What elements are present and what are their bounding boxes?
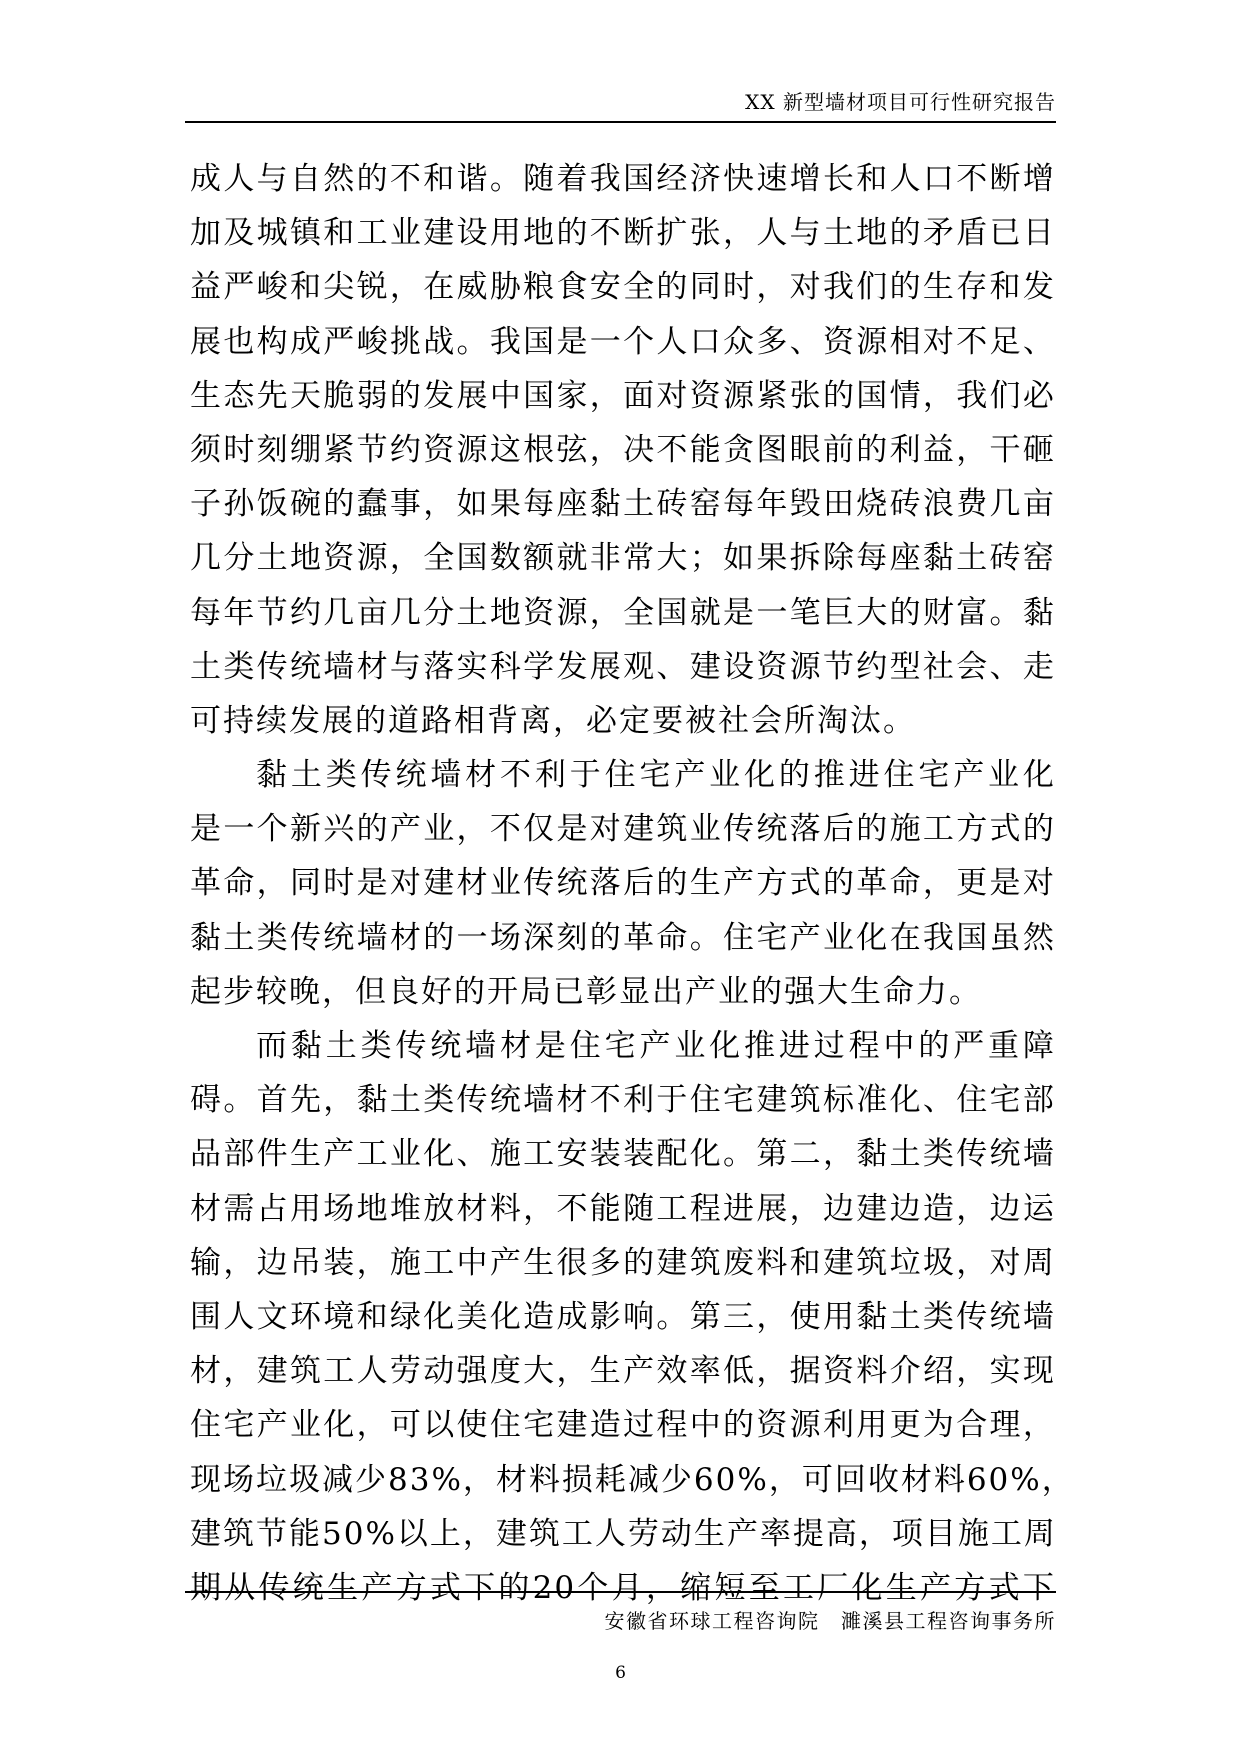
text-line: 可持续发展的道路相背离，必定要被社会所淘汰。 [190, 702, 916, 739]
text-line: 几 分 土 地 资 源 ， 全 国 数 额 就 非 常 大 ； 如 果 拆 除 每 座 黏 土 砖 窑 [190, 540, 1056, 577]
footer-divider [185, 1591, 1056, 1593]
text-line: 每 年 节 约 几 亩 几 分 土 地 资 源 ， 全 国 就 是 一 笔 巨 大 的 财 富 。 黏 [190, 594, 1056, 631]
text-line: 加 及 城 镇 和 工 业 建 设 用 地 的 不 断 扩 张 ， 人 与 土 地 的 矛 盾 已 日 [190, 215, 1056, 252]
text-line: 黏 土 类 传 统 墙 材 不 利 于 住 宅 产 业 化 的 推 进 住 宅 产 业 化 [256, 757, 1056, 794]
text-line: 黏 土 类 传 统 墙 材 的 一 场 深 刻 的 革 命 。 住 宅 产 业 化 在 我 国 虽 然 [190, 919, 1056, 956]
footer-organizations: 安徽省环球工程咨询院 濉溪县工程咨询事务所 [604, 1609, 1056, 1633]
text-line: 成 人 与 自 然 的 不 和 谐 。 随 着 我 国 经 济 快 速 增 长 和 人 口 不 断 增 [190, 161, 1056, 197]
text-line: 而 黏 土 类 传 统 墙 材 是 住 宅 产 业 化 推 进 过 程 中 的 严 重 障 [256, 1028, 1056, 1064]
text-line: 品 部 件 生 产 工 业 化 、 施 工 安 装 装 配 化 。 第 二 ， 黏 土 类 传 统 墙 [190, 1136, 1056, 1173]
text-line: 住 宅 产 业 化 ， 可 以 使 住 宅 建 造 过 程 中 的 资 源 利 用 更 为 合 理 ， [190, 1407, 1056, 1444]
text-line: 须 时 刻 绷 紧 节 约 资 源 这 根 弦 ， 决 不 能 贪 图 眼 前 的 利 益 ， 干 砸 [190, 431, 1056, 468]
text-line: 输 ， 边 吊 装 ， 施 工 中 产 生 很 多 的 建 筑 废 料 和 建 筑 垃 圾 ， 对 周 [190, 1244, 1056, 1281]
text-line: 期 从 传 统 生 产 方 式 下 的 20 个 月 ， 缩 短 至 工 厂 化 生 产 方 式 下 [190, 1569, 1056, 1606]
text-line: 起步较晚，但良好的开局已彰显出产业的强大生命力。 [190, 973, 982, 1010]
running-header-title: XX 新型墙材项目可行性研究报告 [745, 90, 1056, 114]
text-line: 是 一 个 新 兴 的 产 业 ， 不 仅 是 对 建 筑 业 传 统 落 后 的 施 工 方 式 的 [190, 811, 1056, 848]
header-divider [185, 121, 1056, 123]
text-line: 益 严 峻 和 尖 锐 ， 在 威 胁 粮 食 安 全 的 同 时 ， 对 我 们 的 生 存 和 发 [190, 269, 1056, 306]
text-line: 革 命 ， 同 时 是 对 建 材 业 传 统 落 后 的 生 产 方 式 的 革 命 ， 更 是 对 [190, 865, 1056, 902]
text-line: 围 人 文 环 境 和 绿 化 美 化 造 成 影 响 。 第 三 ， 使 用 黏 土 类 传 统 墙 [190, 1298, 1056, 1335]
text-line: 展 也 构 成 严 峻 挑 战 。 我 国 是 一 个 人 口 众 多 、 资 源 相 对 不 足 、 [190, 323, 1056, 360]
text-line: 子 孙 饭 碗 的 蠢 事 ， 如 果 每 座 黏 土 砖 窑 每 年 毁 田 烧 砖 浪 费 几 亩 [190, 486, 1056, 523]
page-number: 6 [615, 1663, 626, 1683]
body-text [190, 152, 1075, 1615]
text-line: 生 态 先 天 脆 弱 的 发 展 中 国 家 ， 面 对 资 源 紧 张 的 国 情 ， 我 们 必 [190, 377, 1056, 414]
text-line: 现 场 垃 圾 减 少 83% ， 材 料 损 耗 减 少 60% ， 可 回 收 材 料 60% ， [190, 1461, 1075, 1498]
text-line: 材 ， 建 筑 工 人 劳 动 强 度 大 ， 生 产 效 率 低 ， 据 资 料 介 绍 ， 实 现 [190, 1353, 1056, 1390]
text-line: 碍 。 首 先 ， 黏 土 类 传 统 墙 材 不 利 于 住 宅 建 筑 标 准 化 、 住 宅 部 [190, 1082, 1056, 1119]
text-line: 土 类 传 统 墙 材 与 落 实 科 学 发 展 观 、 建 设 资 源 节 约 型 社 会 、 走 [190, 648, 1056, 685]
text-line: 建 筑 节 能 50% 以 上 ， 建 筑 工 人 劳 动 生 产 率 提 高 ， 项 目 施 工 周 [190, 1515, 1057, 1552]
text-line: 材 需 占 用 场 地 堆 放 材 料 ， 不 能 随 工 程 进 展 ， 边 建 边 造 ， 边 运 [190, 1190, 1056, 1227]
